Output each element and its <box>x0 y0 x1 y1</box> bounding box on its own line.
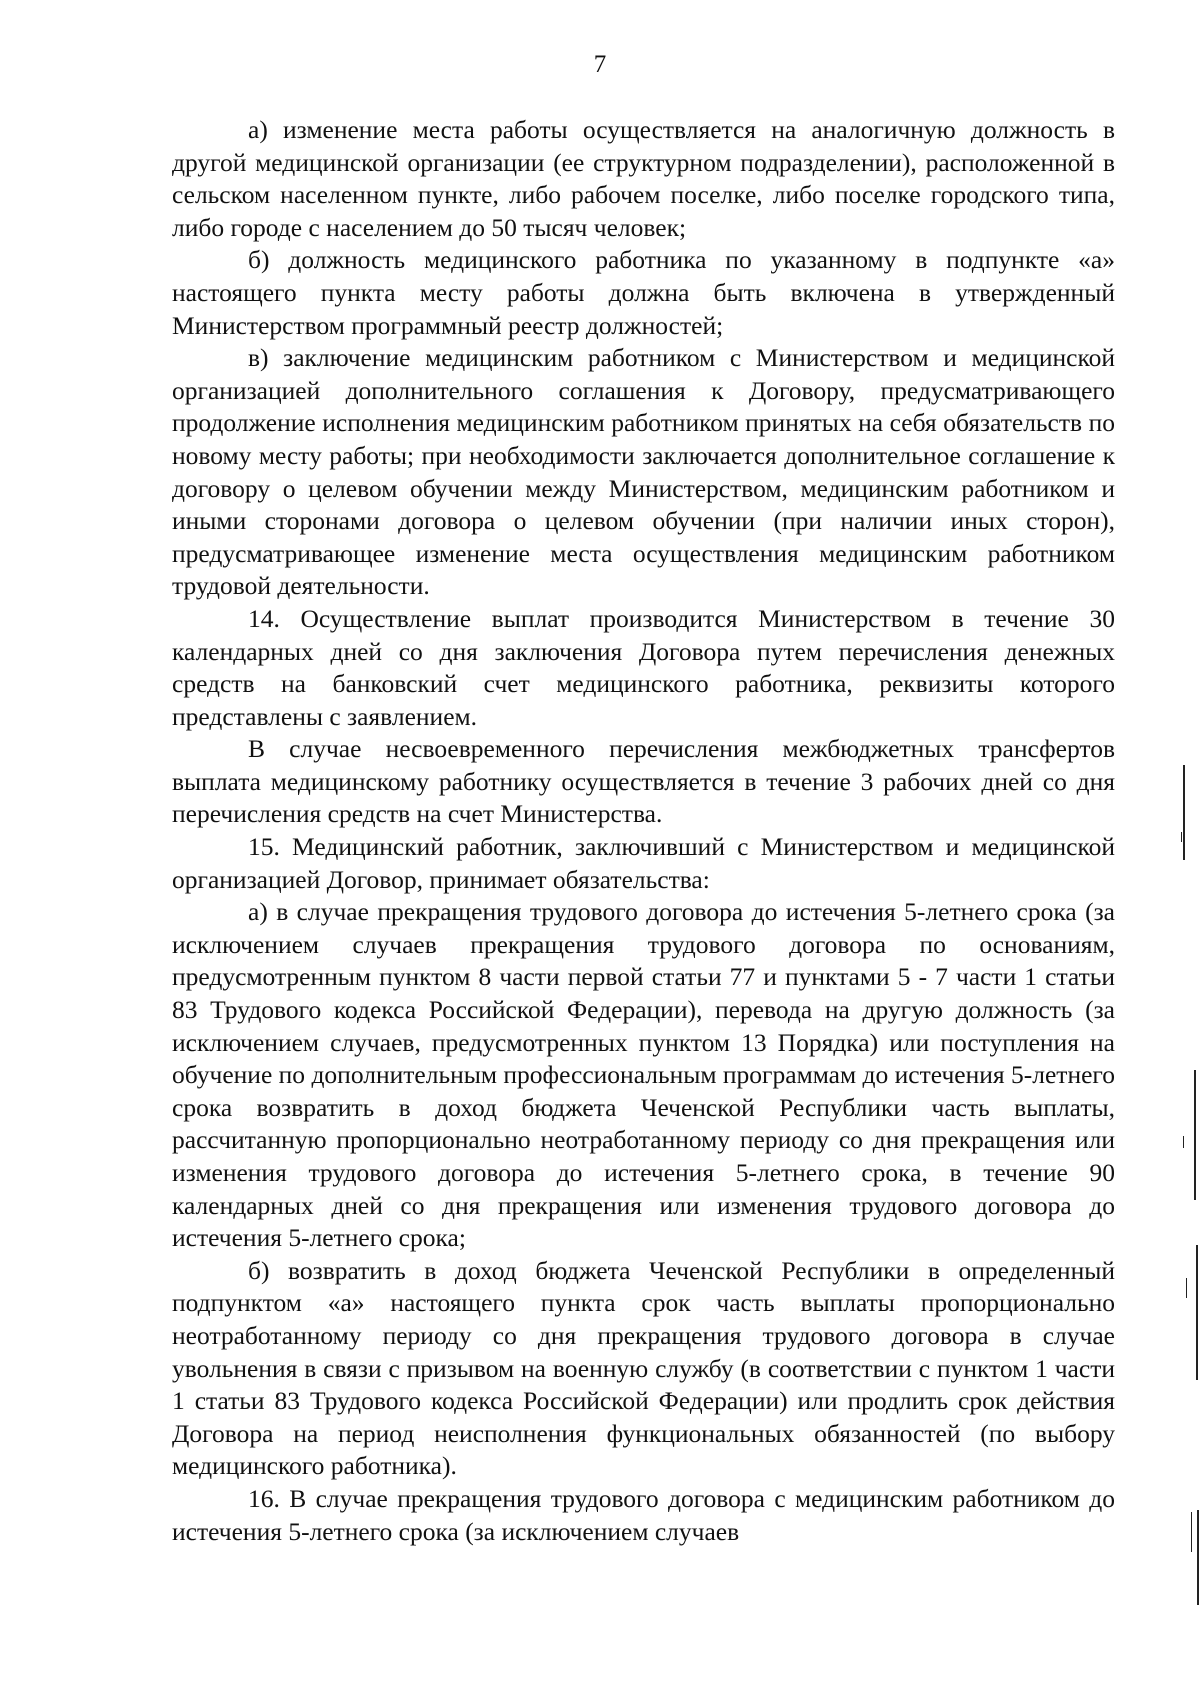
paragraph-15a: а) в случае прекращения трудового договора до истечения 5-летнего срока (за исключением случаев прекращения трудового договора по основаниям, предусмотренным пунктом 8 части первой статьи 77 и пунктами 5 - 7 части 1 статьи 83 Трудового кодекса Российской Федерации), перевода на другую должность (за исключением случаев, предусмотренных пунктом 13 Порядка) или поступления на обучение по дополнительным профессиональным программам до истечения 5-летнего срока возвратить в доход бюджета Чеченской Республики часть выплаты, рассчитанную пропорционально неотработанному периоду со дня прекращения или изменения трудового договора до истечения 5-летнего срока, в течение 90 календарных дней со дня прекращения или изменения трудового договора до истечения 5-летнего срока; <box>172 897 1115 1253</box>
scan-mark <box>1196 1245 1198 1380</box>
paragraph-13v: в) заключение медицинским работником с Министерством и медицинской организацией дополнительного соглашения к Договору, предусматривающего продолжение исполнения медицинским работником принятых на себя обязательств по новому месту работы; при необходимости заключается дополнительное соглашение к договору о целевом обучении между Министерством, медицинским работником и иными сторонами договора о целевом обучении (при наличии иных сторон), предусматривающее изменение места осуществления медицинским работником трудовой деятельности. <box>172 343 1115 601</box>
paragraph-14-delay: В случае несвоевременного перечисления межбюджетных трансфертов выплата медицинскому работнику осуществляется в течение 3 рабочих дней со дня перечисления средств на счет Министерства. <box>172 734 1115 829</box>
paragraph-15b: б) возвратить в доход бюджета Чеченской Республики в определенный подпунктом «а» настоящего пункта срок часть выплаты пропорционально неотработанному периоду со дня прекращения трудового договора в случае увольнения в связи с призывом на военную службу (в соответствии с пунктом 1 части 1 статьи 83 Трудового кодекса Российской Федерации) или продлить срок действия Договора на период неисполнения функциональных обязанностей (по выбору медицинского работника). <box>172 1255 1115 1481</box>
scan-mark <box>1183 765 1185 860</box>
paragraph-14: 14. Осуществление выплат производится Министерством в течение 30 календарных дней со дня заключения Договора путем перечисления денежных средств на банковский счет медицинского работника, реквизиты которого представлены с заявлением. <box>172 603 1115 731</box>
paragraph-13b: б) должность медицинского работника по указанному в подпункте «а» настоящего пункта месту работы должна быть включена в утвержденный Министерством программный реестр должностей; <box>172 245 1115 340</box>
scan-mark <box>1186 1278 1187 1298</box>
paragraph-15: 15. Медицинский работник, заключивший с Министерством и медицинской организацией Договор, принимает обязательства: <box>172 832 1115 894</box>
scan-mark <box>1197 1510 1199 1605</box>
scan-mark <box>1191 1512 1192 1552</box>
paragraph-16: 16. В случае прекращения трудового договора с медицинским работником до истечения 5-летнего срока (за исключением случаев <box>172 1483 1115 1546</box>
scan-mark <box>1181 832 1182 842</box>
document-body <box>172 114 1115 1548</box>
scan-mark <box>1183 1136 1184 1148</box>
paragraph-13a: а) изменение места работы осуществляется на аналогичную должность в другой медицинской организации (ее структурном подразделении), расположенной в сельском населенном пункте, либо рабочем поселке, либо поселке городского типа, либо городе с населением до 50 тысяч человек; <box>172 115 1115 242</box>
scan-mark <box>1194 1070 1196 1200</box>
page-number: 7 <box>593 51 607 78</box>
